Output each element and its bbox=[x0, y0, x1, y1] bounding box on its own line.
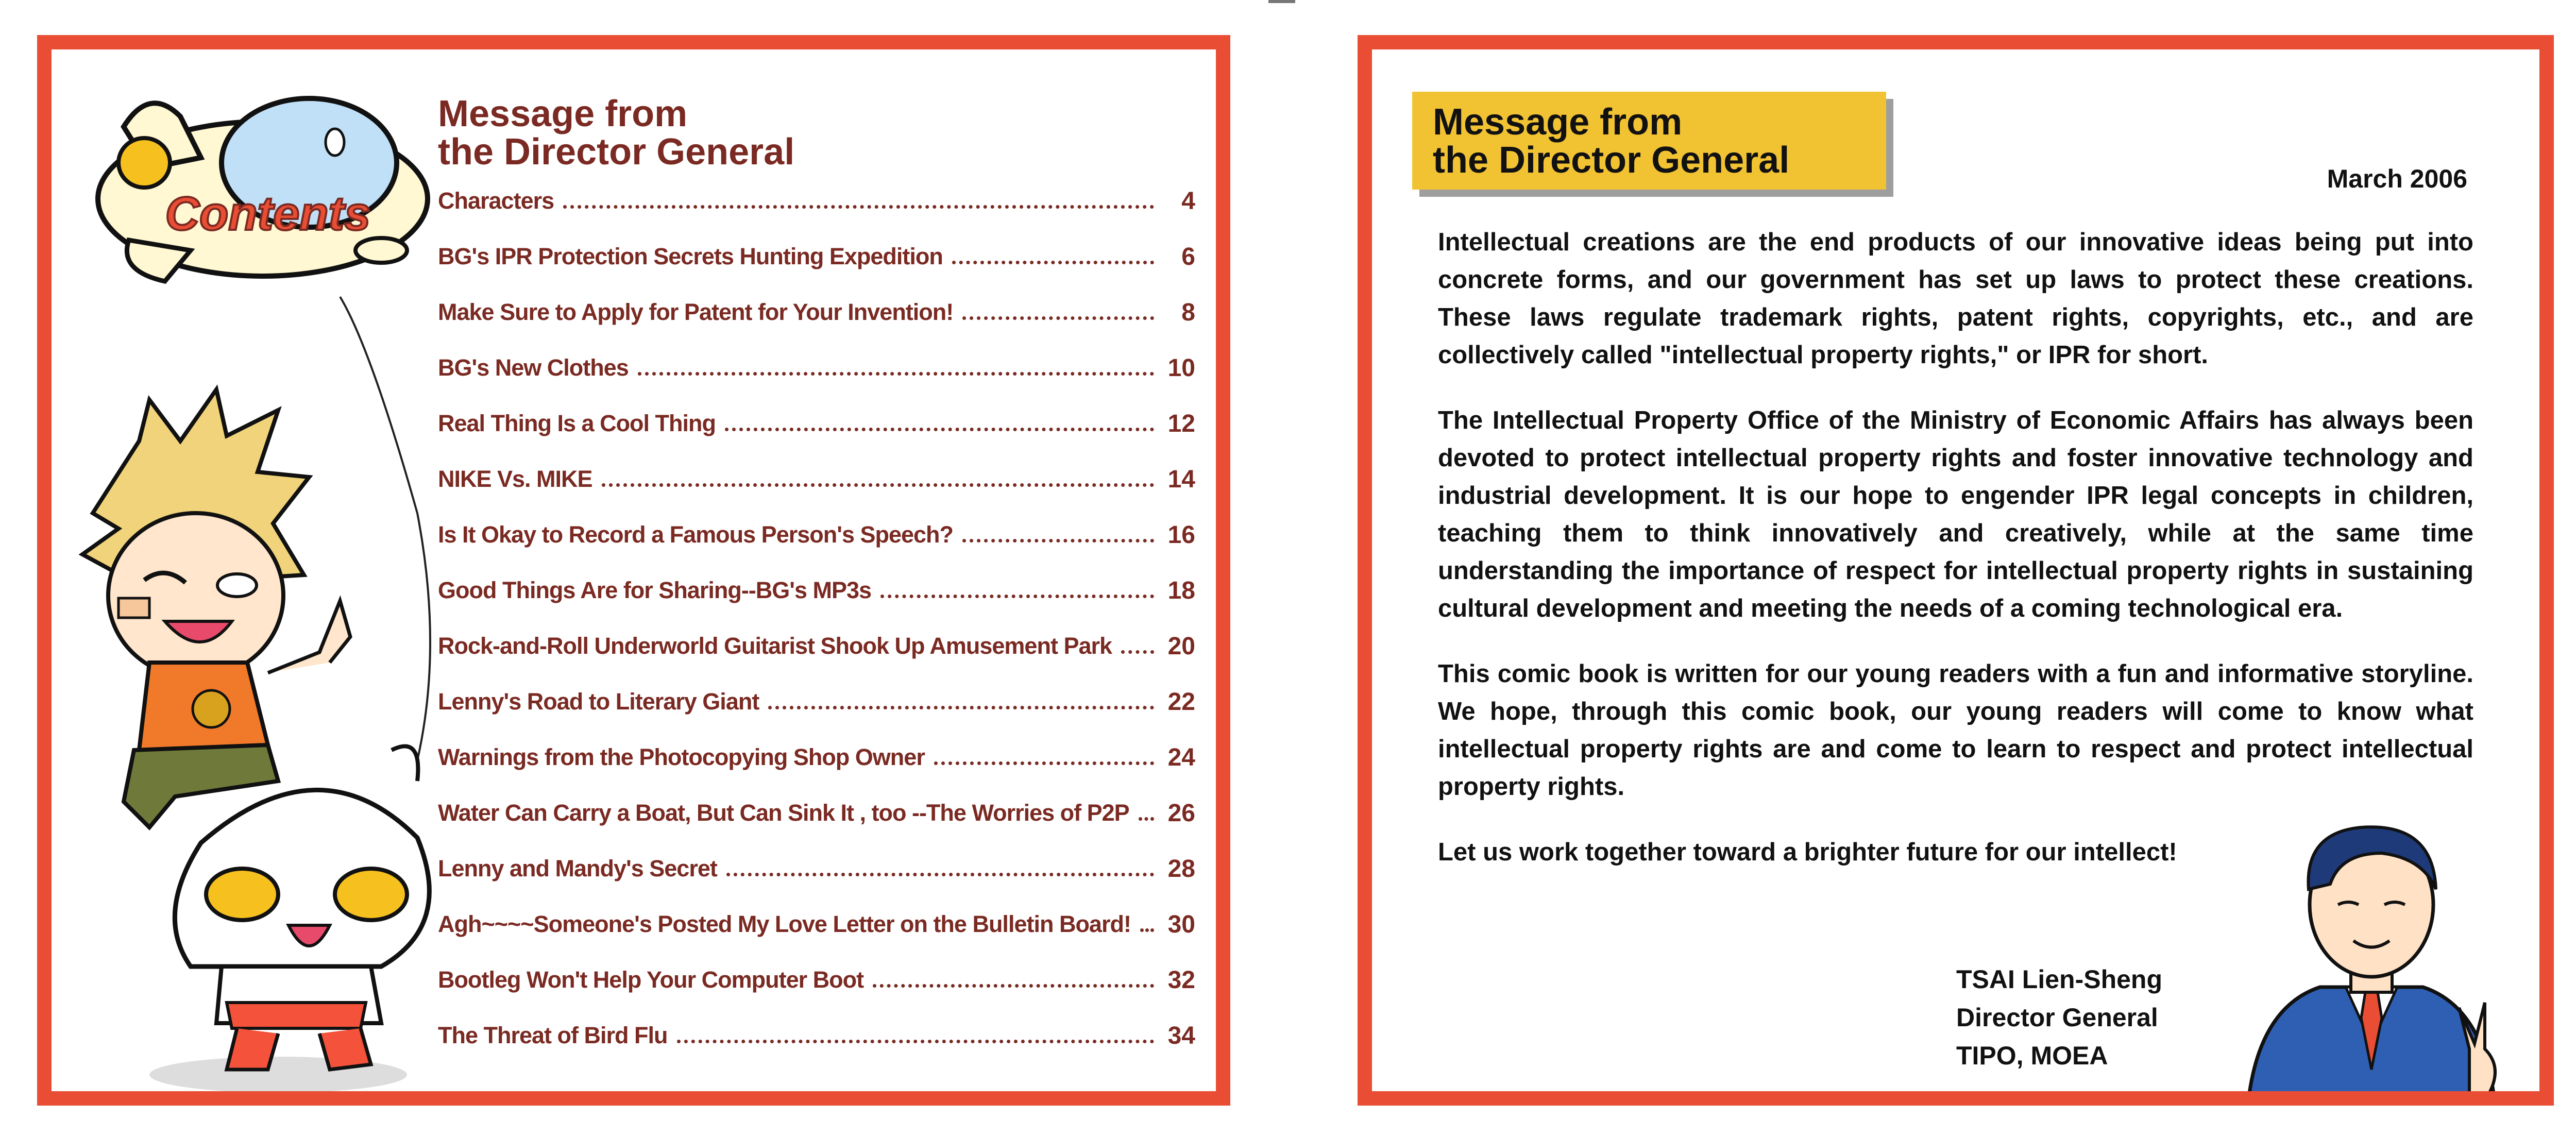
toc-title: BG's IPR Protection Secrets Hunting Expedition bbox=[438, 243, 943, 269]
toc-title: Lenny's Road to Literary Giant bbox=[438, 688, 759, 715]
toc-leader bbox=[962, 539, 1154, 542]
toc-title: Bootleg Won't Help Your Computer Boot bbox=[438, 967, 864, 993]
toc-item-record-speech[interactable] bbox=[438, 507, 1195, 563]
director-message-page bbox=[1358, 35, 2554, 1106]
toc-page-number: 24 bbox=[1167, 743, 1195, 771]
message-paragraph: The Intellectual Property Office of the Ministry of Economic Affairs has always been devoted to protect intellectual property rights and foster innovative technology and industrial development. It is our hope to engender IPR legal concepts in children, teaching them to think innovatively and creatively, while at the same time understanding the importance of respect for intellectual property rights in sustaining cultural development and meeting the needs of a coming technological era. bbox=[1438, 406, 2473, 622]
toc-page-number: 10 bbox=[1167, 354, 1195, 382]
toc-item-bootleg[interactable] bbox=[438, 952, 1195, 1008]
toc-page-number: 8 bbox=[1181, 298, 1195, 326]
toc-leader bbox=[1121, 650, 1154, 654]
toc-item-ipr-expedition[interactable] bbox=[438, 229, 1195, 284]
toc-leader bbox=[880, 595, 1154, 598]
boy-character-icon bbox=[82, 389, 350, 827]
toc-title: Warnings from the Photocopying Shop Owner bbox=[438, 744, 925, 770]
toc-item-new-clothes[interactable] bbox=[438, 340, 1195, 396]
toc-page-number: 32 bbox=[1167, 966, 1195, 994]
toc-item-bird-flu[interactable] bbox=[438, 1008, 1195, 1063]
signature-block bbox=[1956, 960, 2162, 1075]
toc-page-number: 6 bbox=[1181, 243, 1195, 270]
toc-page-number: 34 bbox=[1167, 1022, 1195, 1049]
toc-item-mp3s[interactable] bbox=[438, 563, 1195, 618]
toc-page-number: 12 bbox=[1167, 410, 1195, 437]
toc-item-patent[interactable] bbox=[438, 284, 1195, 340]
toc-page-number: 16 bbox=[1167, 521, 1195, 549]
toc-item-nike-mike[interactable] bbox=[438, 451, 1195, 507]
toc-leader bbox=[1139, 817, 1154, 821]
toc-title: Is It Okay to Record a Famous Person's Speech? bbox=[438, 521, 954, 548]
message-heading bbox=[1433, 103, 1789, 179]
toc-title: The Threat of Bird Flu bbox=[438, 1022, 668, 1048]
contents-illustration bbox=[62, 80, 453, 1090]
toc-page-number: 20 bbox=[1167, 632, 1195, 660]
toc-page-number: 28 bbox=[1167, 855, 1195, 883]
toc-title: Agh~~~~Someone's Posted My Love Letter on the Bulletin Board! bbox=[438, 911, 1131, 937]
toc-page-number: 30 bbox=[1167, 910, 1195, 938]
toc-leader bbox=[677, 1040, 1155, 1043]
toc-title: Lenny and Mandy's Secret bbox=[438, 855, 717, 881]
toc-item-literary-giant[interactable] bbox=[438, 674, 1195, 730]
toc-page-number: 14 bbox=[1167, 465, 1195, 493]
signature-title: Director General bbox=[1956, 1003, 2158, 1032]
toc-title: Water Can Carry a Boat, But Can Sink It , too --The Worries of P2P bbox=[438, 800, 1129, 826]
toc-title: Good Things Are for Sharing--BG's MP3s bbox=[438, 577, 872, 603]
top-mark bbox=[1268, 0, 1295, 3]
toc-item-secret[interactable] bbox=[438, 841, 1195, 896]
contents-heading-line1: Message from bbox=[438, 93, 688, 134]
toc-item-rock-and-roll[interactable] bbox=[438, 618, 1195, 674]
toc-page-number: 26 bbox=[1167, 799, 1195, 827]
toc-item-characters[interactable] bbox=[438, 173, 1195, 229]
toc-title: BG's New Clothes bbox=[438, 354, 629, 381]
toc-leader bbox=[952, 261, 1154, 264]
toc-page-number: 4 bbox=[1181, 187, 1195, 215]
toc-leader bbox=[962, 316, 1154, 320]
message-paragraph: Let us work together toward a brighter future for our intellect! bbox=[1438, 838, 2177, 866]
toc-item-real-thing[interactable] bbox=[438, 396, 1195, 451]
table-of-contents bbox=[438, 173, 1195, 1063]
signature-name: TSAI Lien-Sheng bbox=[1956, 965, 2162, 994]
message-heading-line2: the Director General bbox=[1433, 140, 1790, 181]
toc-leader bbox=[768, 706, 1154, 709]
toc-title: Real Thing Is a Cool Thing bbox=[438, 410, 716, 436]
message-title-box bbox=[1412, 92, 1886, 190]
contents-heading-line2: the Director General bbox=[438, 131, 795, 173]
toc-item-love-letter[interactable] bbox=[438, 896, 1195, 952]
signature-org: TIPO, MOEA bbox=[1956, 1041, 2108, 1070]
toc-title: Make Sure to Apply for Patent for Your Invention! bbox=[438, 299, 954, 325]
toc-leader bbox=[1140, 928, 1154, 932]
contents-page bbox=[37, 35, 1230, 1106]
toc-leader bbox=[934, 761, 1154, 765]
toc-page-number: 22 bbox=[1167, 688, 1195, 716]
message-date: March 2006 bbox=[2327, 164, 2467, 193]
toc-leader bbox=[726, 873, 1154, 876]
toc-title: NIKE Vs. MIKE bbox=[438, 466, 592, 492]
toc-leader bbox=[563, 205, 1154, 209]
message-paragraph: Intellectual creations are the end products of our innovative ideas being put into concrete forms, and our government has set up laws to protect these creations. These laws regulate trademark rights, patent rights, copyrights, etc., and are collectively called "intellectual property rights," or IPR for short. bbox=[1438, 228, 2473, 369]
toc-title: Rock-and-Roll Underworld Guitarist Shook Up Amusement Park bbox=[438, 633, 1112, 659]
contents-badge: Contents bbox=[165, 188, 371, 240]
toc-page-number: 18 bbox=[1167, 577, 1195, 604]
contents-heading bbox=[438, 95, 794, 171]
toc-leader bbox=[725, 428, 1154, 431]
toc-item-photocopying[interactable] bbox=[438, 730, 1195, 785]
message-paragraph: This comic book is written for our young readers with a fun and informative storyline. We hope, through this comic book, our young readers will come to know what intellectual property rights are and come to learn to respect and protect intellectual property rights. bbox=[1438, 660, 2473, 801]
message-body bbox=[1438, 224, 2473, 899]
toc-item-p2p[interactable] bbox=[438, 785, 1195, 841]
mascot-character-icon bbox=[149, 747, 429, 1093]
toc-leader bbox=[638, 372, 1154, 376]
toc-leader bbox=[602, 483, 1154, 487]
toc-title: Characters bbox=[438, 188, 554, 214]
message-heading-line1: Message from bbox=[1433, 101, 1683, 143]
toc-leader bbox=[873, 984, 1154, 988]
director-portrait-icon bbox=[2227, 802, 2516, 1106]
